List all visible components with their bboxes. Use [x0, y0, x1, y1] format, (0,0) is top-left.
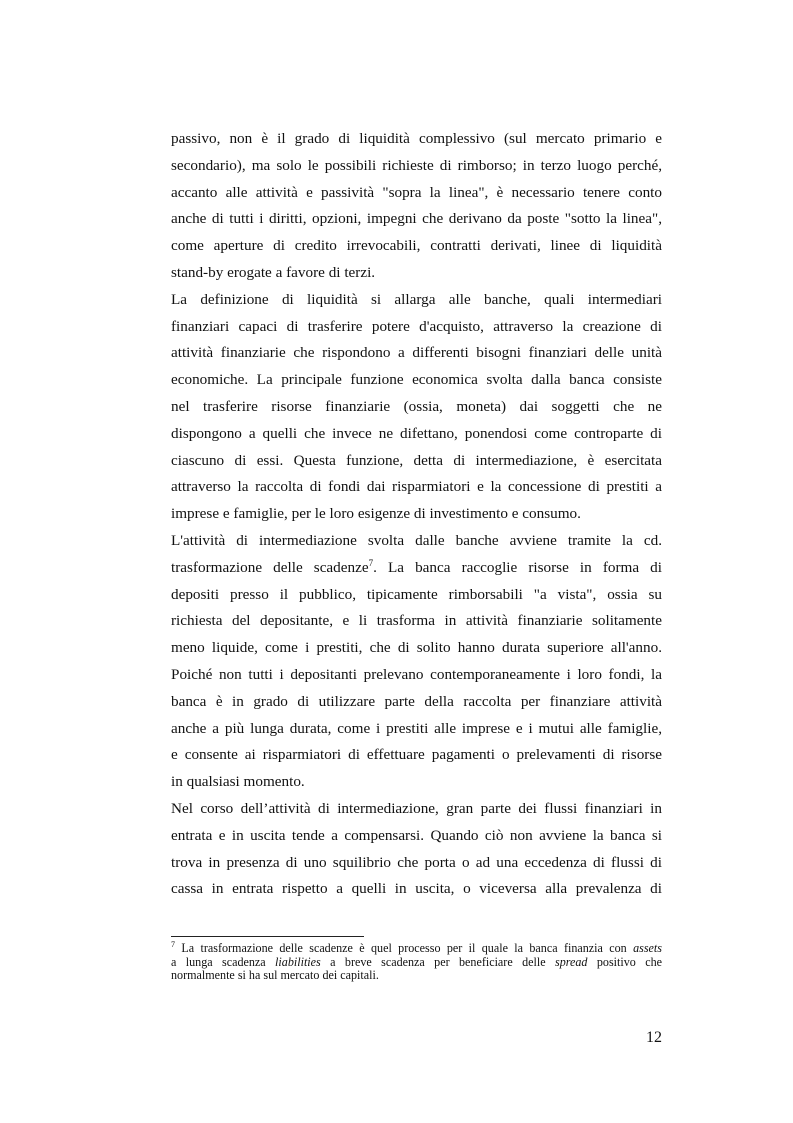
text-line: in qualsiasi momento.: [171, 773, 305, 791]
text-segment: positivo che: [587, 954, 662, 969]
text-segment: La trasformazione delle scadenze è quel processo per il quale la banca finanzia con: [175, 941, 634, 955]
text-segment: . La banca raccoglie risorse in forma di: [373, 558, 662, 576]
paragraph: [171, 796, 662, 903]
italic-term: spread: [554, 954, 588, 969]
text-line: attraverso la raccolta di fondi dai risparmiatori e la concessione di prestiti a: [171, 478, 662, 496]
text-line: Poiché non tutti i depositanti prelevano contemporaneamente i loro fondi, la: [171, 665, 662, 683]
text-line: passivo, non è il grado di liquidità complessivo (sul mercato primario e: [171, 130, 662, 147]
paragraph: [171, 528, 662, 796]
text-segment: a breve scadenza per beneficiare delle: [320, 954, 555, 969]
text-line: trova in presenza di uno squilibrio che porta o ad una eccedenza di flussi di: [171, 853, 662, 871]
text-line: L'attività di intermediazione svolta dalle banche avviene tramite la cd.: [171, 531, 662, 549]
text-line: Nel corso dell’attività di intermediazione, gran parte dei flussi finanziari in: [171, 799, 662, 817]
text-segment: trasformazione delle scadenze: [171, 558, 369, 576]
text-line: nel trasferire risorse finanziarie (ossia, moneta) dai soggetti che ne: [171, 397, 662, 415]
footnote-number: 7: [171, 939, 175, 949]
text-line: anche a più lunga durata, come i prestiti alle imprese e i mutui alle famiglie,: [171, 719, 662, 737]
paragraph: [171, 126, 662, 287]
text-line: anche di tutti i diritti, opzioni, impegni che derivano da poste "sotto la linea",: [171, 210, 662, 228]
page-body: [171, 126, 662, 903]
text-line: accanto alle attività e passività "sopra la linea", è necessario tenere conto: [171, 183, 662, 201]
footnote: [171, 939, 662, 983]
footnote-line: normalmente si ha sul mercato dei capitali.: [171, 968, 379, 983]
text-line: economiche. La principale funzione economica svolta dalla banca consiste: [171, 371, 662, 389]
footnote-line: [171, 956, 662, 970]
text-line: e consente ai risparmiatori di effettuare pagamenti o prelevamenti di risorse: [171, 746, 662, 764]
italic-term: assets: [633, 941, 662, 955]
text-line: meno liquide, come i prestiti, che di solito hanno durata superiore all'anno.: [171, 639, 662, 657]
footnote-line: [171, 939, 662, 956]
text-line: banca è in grado di utilizzare parte della raccolta per finanziare attività: [171, 692, 662, 710]
text-line: La definizione di liquidità si allarga alle banche, quali intermediari: [171, 290, 662, 308]
text-line-with-footnote-ref: [171, 555, 662, 582]
text-line: depositi presso il pubblico, tipicamente rimborsabili "a vista", ossia su: [171, 585, 662, 603]
italic-term: liabilities: [275, 954, 321, 969]
footnote-separator: [171, 936, 364, 937]
text-line: cassa in entrata rispetto a quelli in uscita, o viceversa alla prevalenza di: [171, 880, 662, 898]
page-number: 12: [646, 1029, 662, 1046]
paragraph: [171, 287, 662, 528]
text-line: finanziari capaci di trasferire potere d'acquisto, attraverso la creazione di: [171, 317, 662, 335]
text-line: ciascuno di essi. Questa funzione, detta di intermediazione, è esercitata: [171, 451, 662, 469]
text-line: richiesta del depositante, e li trasforma in attività finanziarie solitamente: [171, 612, 662, 630]
text-segment: a lunga scadenza: [171, 954, 276, 969]
text-line: entrata e in uscita tende a compensarsi. Quando ciò non avviene la banca si: [171, 826, 662, 844]
text-line: come aperture di credito irrevocabili, contratti derivati, linee di liquidità: [171, 237, 662, 255]
text-line: dispongono a quelli che invece ne difettano, ponendosi come controparte di: [171, 424, 662, 442]
text-line: imprese e famiglie, per le loro esigenze di investimento e consumo.: [171, 505, 581, 523]
text-line: secondario), ma solo le possibili richieste di rimborso; in terzo luogo perché,: [171, 156, 662, 174]
text-line: stand-by erogate a favore di terzi.: [171, 263, 376, 281]
footnote-reference[interactable]: 7: [368, 557, 374, 568]
text-line: attività finanziarie che rispondono a differenti bisogni finanziari delle unità: [171, 344, 662, 362]
